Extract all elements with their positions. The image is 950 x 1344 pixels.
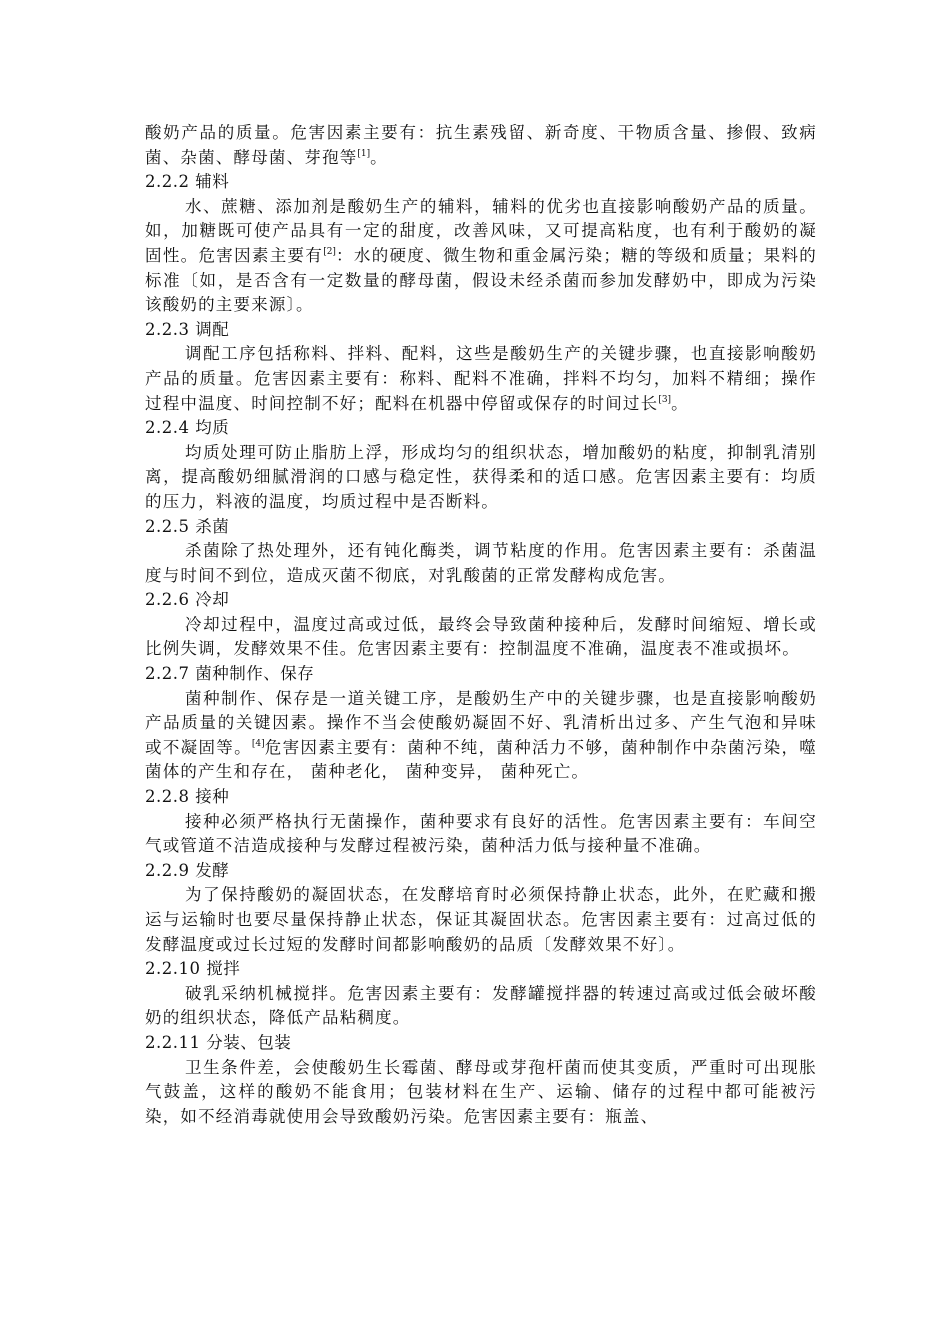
citation-2: [2]	[323, 246, 336, 257]
heading-2-2-11: 2.2.11 分装、包装	[145, 1032, 292, 1052]
heading-2-2-5: 2.2.5 杀菌	[145, 516, 230, 536]
paragraph-2-2-6: 冷却过程中，温度过高或过低，最终会导致菌种接种后，发酵时间缩短、增长或比例失调，发酵效果不佳。危害因素主要有：控制温度不准确，温度表不准或损坏。	[145, 614, 817, 659]
intro-paragraph	[145, 121, 817, 170]
paragraph-2-2-2-part1: 水、蔗糖、添加剂是酸奶生产的辅料，辅料的优劣也直接影响酸奶产品的质量。如，加糖既可使产品具有一定的甜度，改善风味，又可提高粘度，也有利于酸奶的凝固性。危害因素主要有	[145, 196, 817, 265]
heading-2-2-3: 2.2.3 调配	[145, 319, 230, 339]
heading-2-2-2: 2.2.2 辅料	[145, 172, 230, 192]
paragraph-2-2-9: 为了保持酸奶的凝固状态，在发酵培育时必须保持静止状态，此外，在贮藏和搬运与运输时也要尽量保持静止状态，保证其凝固状态。危害因素主要有：过高过低的发酵温度或过长过短的发酵时间都影响酸奶的品质〔发酵效果不好〕。	[145, 885, 817, 954]
paragraph-2-2-11: 卫生条件差，会使酸奶生长霉菌、酵母或芽孢杆菌而使其变质，严重时可出现胀气鼓盖，这样的酸奶不能食用；包装材料在生产、运输、储存的过程中都可能被污染，如不经消毒就使用会导致酸奶污染。危害因素主要有：瓶盖、	[145, 1057, 817, 1126]
heading-2-2-7: 2.2.7 菌种制作、保存	[145, 664, 315, 684]
paragraph-2-2-2	[145, 195, 817, 318]
intro-tail: 。	[370, 147, 388, 167]
heading-2-2-6: 2.2.6 冷却	[145, 590, 230, 610]
paragraph-2-2-7	[145, 687, 817, 785]
paragraph-2-2-3-text: 调配工序包括称料、拌料、配料，这些是酸奶生产的关键步骤，也直接影响酸奶产品的质量。危害因素主要有：称料、配料不准确，拌料不均匀，加料不精细；操作过程中温度、时间控制不好；配料在机器中停留或保存的时间过长	[145, 344, 817, 413]
paragraph-2-2-5: 杀菌除了热处理外，还有钝化酶类，调节粘度的作用。危害因素主要有：杀菌温度与时间不到位，造成灭菌不彻底，对乳酸菌的正常发酵构成危害。	[145, 541, 817, 585]
paragraph-2-2-7-part1: 菌种制作、保存是一道关键工序，是酸奶生产中的关键步骤，也是直接影响酸奶产品质量的关键因素。操作不当会使酸奶凝固不好、乳清析出过多、产生气泡和异味或不凝固等。	[145, 688, 817, 757]
intro-text: 酸奶产品的质量。危害因素主要有：抗生素残留、新奇度、干物质含量、掺假、致病菌、杂菌、酵母菌、芽孢等	[145, 123, 817, 167]
paragraph-2-2-3-tail: 。	[671, 393, 689, 413]
citation-4: [4]	[251, 738, 265, 749]
citation-1: [1]	[357, 148, 371, 159]
document-page	[145, 121, 817, 1129]
paragraph-2-2-8: 接种必须严格执行无菌操作，菌种要求有良好的活性。危害因素主要有：车间空气或管道不洁造成接种与发酵过程被污染，菌种活力低与接种量不准确。	[145, 811, 817, 856]
citation-3: [3]	[658, 394, 672, 405]
paragraph-2-2-2-part2: ：水的硬度、微生物和重金属污染；糖的等级和质量；果料的标准〔如，是否含有一定数量的酵母菌，假设未经杀菌而参加发酵奶中，即成为污染该酸奶的主要来源〕。	[145, 245, 818, 315]
heading-2-2-10: 2.2.10 搅拌	[145, 959, 241, 979]
paragraph-2-2-10: 破乳采纳机械搅拌。危害因素主要有：发酵罐搅拌器的转速过高或过低会破坏酸奶的组织状态，降低产品粘稠度。	[145, 983, 817, 1028]
paragraph-2-2-3	[145, 342, 817, 416]
heading-2-2-9: 2.2.9 发酵	[145, 860, 230, 880]
paragraph-2-2-4: 均质处理可防止脂肪上浮，形成均匀的组织状态，增加酸奶的粘度，抑制乳清别离，提高酸奶细腻滑润的口感与稳定性，获得柔和的适口感。危害因素主要有：均质的压力，料液的温度，均质过程中是否断料。	[145, 442, 817, 511]
heading-2-2-8: 2.2.8 接种	[145, 787, 230, 807]
heading-2-2-4: 2.2.4 均质	[145, 418, 230, 438]
paragraph-2-2-7-part2: 危害因素主要有：菌种不纯，菌种活力不够，菌种制作中杂菌污染，噬菌体的产生和存在， 菌种老化， 菌种变异， 菌种死亡。	[145, 737, 817, 782]
